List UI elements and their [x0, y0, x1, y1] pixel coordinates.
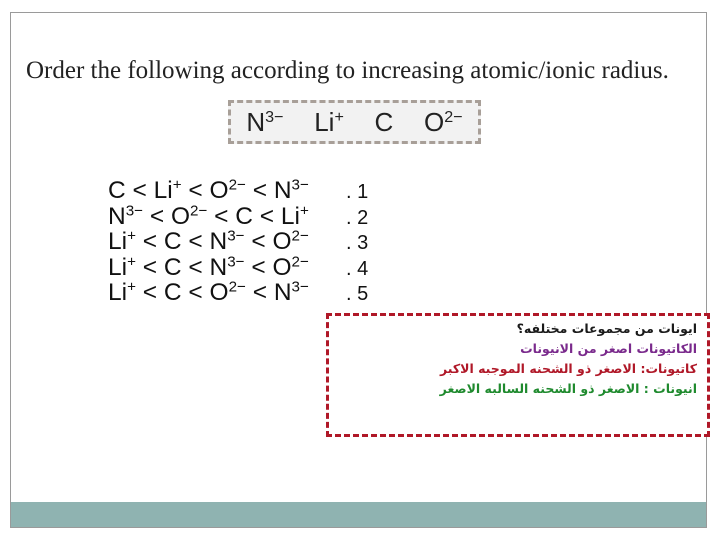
ion: Li+	[280, 202, 309, 230]
charge-superscript: 3−	[291, 176, 309, 194]
ion: $O^{2-}$	[209, 176, 246, 204]
option-number: . 3	[346, 232, 369, 254]
ion: $O^{2-}$	[170, 202, 208, 230]
ion: $N^{3-}$	[273, 176, 309, 204]
note-line-1: ايونات من مجموعات مختلفه؟	[516, 321, 697, 336]
ion: C	[163, 279, 182, 306]
ion: Li+	[108, 253, 136, 281]
charge-superscript: 2−	[228, 278, 246, 296]
option-5[interactable]: $Li^+ < C < O^{2-} < N^{3-}$	[108, 278, 309, 306]
ion: C	[163, 253, 182, 281]
option-4[interactable]: $Li^+ < C < N^{3-} < O^{2-}$	[108, 253, 309, 281]
charge-superscript: +	[334, 107, 344, 126]
charge-superscript: +	[127, 278, 136, 296]
charge-superscript: +	[299, 202, 309, 220]
species-1: Li+	[314, 106, 344, 137]
option-numbers	[346, 180, 368, 308]
charge-superscript: +	[172, 176, 182, 194]
charge-superscript: 2−	[291, 253, 309, 271]
charge-superscript: 3−	[265, 107, 284, 126]
answer-options	[108, 178, 309, 306]
ion: $O^{2-}$	[209, 278, 246, 306]
ion: $O^{2-}$	[272, 227, 309, 255]
option-number: . 2	[346, 206, 369, 229]
species-3: $O^{2-}$	[424, 106, 463, 137]
option-2[interactable]: $N^{3-} < O^{2-} < C < Li^+$	[108, 202, 309, 230]
ion: Li+	[108, 227, 136, 255]
species-box	[228, 100, 481, 144]
note-line-4: انيونات : الاصغر ذو الشحنه السالبه الاصغر	[439, 381, 697, 396]
option-number: . 1	[346, 181, 369, 203]
option-1[interactable]: $C < Li^+ < O^{2-} < N^{3-}$	[108, 176, 309, 204]
charge-superscript: 2−	[228, 176, 246, 194]
ion: Li+	[108, 278, 136, 306]
note-line-3: كاتيونات: الاصغر ذو الشحنه الموجبه الاكبر	[439, 361, 697, 376]
question-text: Order the following according to increasing atomic/ionic radius.	[26, 57, 669, 84]
ion: $O^{2-}$	[272, 253, 309, 281]
ion: $N^{3-}$	[273, 278, 309, 306]
ion: $N^{3-}$	[209, 253, 245, 281]
ion: C	[108, 177, 126, 204]
charge-superscript: +	[127, 253, 136, 271]
ion: $N^{3-}$	[209, 227, 245, 255]
charge-superscript: 2−	[444, 107, 463, 126]
option-3[interactable]: $Li^+ < C < N^{3-} < O^{2-}$	[108, 227, 309, 255]
charge-superscript: 2−	[291, 227, 309, 245]
ion: Li+	[153, 176, 182, 204]
option-number: . 5	[346, 283, 369, 305]
charge-superscript: 3−	[125, 202, 144, 220]
species-2: C	[374, 106, 394, 137]
note-line-2: الكاتيونات اصغر من الانيونات	[520, 341, 697, 356]
arabic-notes-box	[326, 313, 710, 437]
charge-superscript: +	[127, 227, 136, 245]
ion: C	[235, 202, 253, 230]
charge-superscript: 3−	[291, 278, 309, 296]
charge-superscript: 3−	[227, 227, 245, 245]
charge-superscript: 2−	[190, 202, 208, 220]
option-number: . 4	[346, 257, 369, 280]
species-0: $N^{3-}$	[246, 106, 284, 137]
charge-superscript: 3−	[227, 253, 245, 271]
ion: C	[163, 228, 182, 255]
footer-bar	[11, 502, 706, 527]
ion: $N^{3-}$	[108, 202, 144, 230]
